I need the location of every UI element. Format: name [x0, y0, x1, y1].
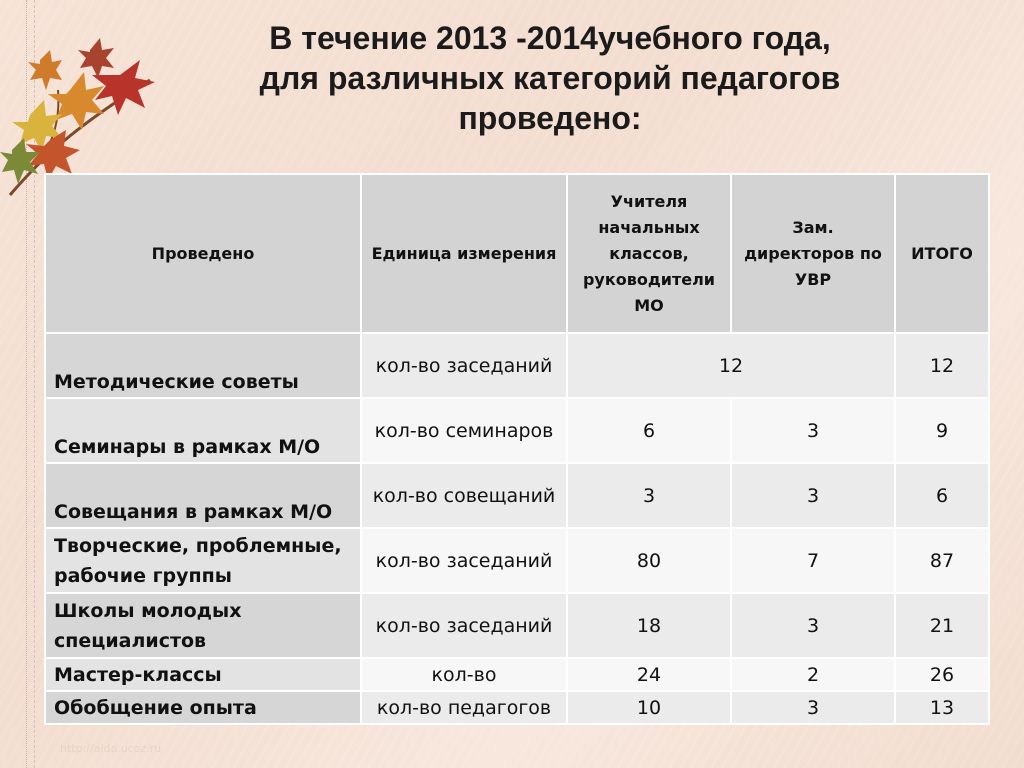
row-deputy: 3 — [731, 463, 895, 528]
row-unit: кол-во заседаний — [361, 528, 567, 593]
row-name: Обобщение опыта — [45, 691, 361, 724]
row-name: Мастер-классы — [45, 658, 361, 691]
row-primary: 18 — [567, 593, 731, 658]
row-primary: 80 — [567, 528, 731, 593]
row-name: Методические советы — [45, 333, 361, 398]
row-unit: кол-во заседаний — [361, 593, 567, 658]
watermark-url: http://aida.ucoz.ru — [60, 742, 162, 755]
row-name: Семинары в рамках М/О — [45, 398, 361, 463]
header-unit: Единица измерения — [361, 174, 567, 333]
table-row — [45, 593, 989, 658]
row-unit: кол-во заседаний — [361, 333, 567, 398]
row-total: 21 — [895, 593, 989, 658]
activities-table — [44, 173, 990, 725]
row-merged-value: 12 — [567, 333, 895, 398]
table-row — [45, 528, 989, 593]
row-total: 13 — [895, 691, 989, 724]
row-primary: 10 — [567, 691, 731, 724]
table-row — [45, 658, 989, 691]
row-primary: 3 — [567, 463, 731, 528]
row-deputy: 3 — [731, 691, 895, 724]
row-total: 87 — [895, 528, 989, 593]
slide-title — [160, 18, 940, 138]
table-row — [45, 691, 989, 724]
header-total: ИТОГО — [895, 174, 989, 333]
row-unit: кол-во совещаний — [361, 463, 567, 528]
row-total: 12 — [895, 333, 989, 398]
table-row — [45, 333, 989, 398]
row-total: 6 — [895, 463, 989, 528]
row-deputy: 7 — [731, 528, 895, 593]
row-unit: кол-во семинаров — [361, 398, 567, 463]
row-total: 9 — [895, 398, 989, 463]
row-deputy: 3 — [731, 593, 895, 658]
row-unit: кол-во педагогов — [361, 691, 567, 724]
table-row — [45, 398, 989, 463]
table-header-row — [45, 174, 989, 333]
title-line-3: проведено: — [458, 100, 642, 136]
row-name: Школы молодых специалистов — [45, 593, 361, 658]
header-deputy-directors: Зам. директоров по УВР — [731, 174, 895, 333]
title-line-1: В течение 2013 -2014учебного года, — [269, 20, 831, 56]
title-line-2: для различных категорий педагогов — [259, 60, 841, 96]
row-deputy: 3 — [731, 398, 895, 463]
row-deputy: 2 — [731, 658, 895, 691]
table-row — [45, 463, 989, 528]
row-total: 26 — [895, 658, 989, 691]
row-name: Совещания в рамках М/О — [45, 463, 361, 528]
row-unit: кол-во — [361, 658, 567, 691]
header-conducted: Проведено — [45, 174, 361, 333]
header-primary-teachers: Учителя начальных классов, руководители МО — [567, 174, 731, 333]
row-name: Творческие, проблемные, рабочие группы — [45, 528, 361, 593]
row-primary: 24 — [567, 658, 731, 691]
row-primary: 6 — [567, 398, 731, 463]
